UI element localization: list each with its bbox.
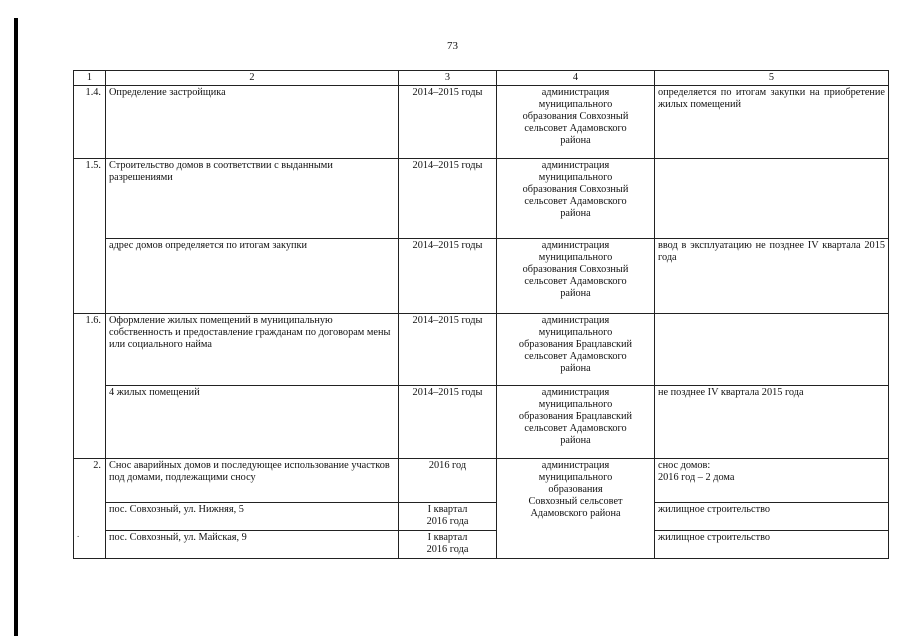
row-period: 2014–2015 годы [399,314,497,386]
row-responsible: администрация муниципального образования Совхозный сельсовет Адамовского района [497,159,655,239]
row-number: 2. [74,459,106,559]
row-number: 1.5. [74,159,106,314]
row-activity: Оформление жилых помещений в муниципальную собственность и предоставление гражданам по договорам мены или социального найма [106,314,399,386]
row-period: I квартал 2016 года [399,531,497,559]
row-period: 2014–2015 годы [399,159,497,239]
row-activity: Строительство домов в соответствии с выданными разрешениями [106,159,399,239]
table-row [74,159,889,239]
table-row [74,459,889,503]
row-activity: Снос аварийных домов и последующее использование участков под домами, подлежащими сносу [106,459,399,503]
row-period: 2014–2015 годы [399,239,497,314]
row-period: 2014–2015 годы [399,86,497,159]
row-responsible: администрация муниципального образования Совхозный сельсовет Адамовского района [497,86,655,159]
table-row [74,314,889,386]
header-col-5: 5 [655,71,889,86]
table-row [74,386,889,459]
row-result: снос домов: 2016 год – 2 дома [655,459,889,503]
row-period: 2014–2015 годы [399,386,497,459]
table-row [74,531,889,559]
row-result: не позднее IV квартала 2015 года [655,386,889,459]
row-result: жилищное строительство [655,503,889,531]
row-number: 1.4. [74,86,106,159]
margin-mark: . [77,529,80,539]
row-activity: 4 жилых помещений [106,386,399,459]
table-row [74,239,889,314]
header-col-2: 2 [106,71,399,86]
row-result: жилищное строительство [655,531,889,559]
row-activity: пос. Совхозный, ул. Нижняя, 5 [106,503,399,531]
row-activity: Определение застройщика [106,86,399,159]
row-responsible: администрация муниципального образования Совхозный сельсовет Адамовского района [497,459,655,559]
row-responsible: администрация муниципального образования Брацлавский сельсовет Адамовского района [497,386,655,459]
row-result: ввод в эксплуатацию не позднее IV квартала 2015 года [655,239,889,314]
row-result [655,159,889,239]
row-responsible: администрация муниципального образования Совхозный сельсовет Адамовского района [497,239,655,314]
row-period: I квартал 2016 года [399,503,497,531]
row-period: 2016 год [399,459,497,503]
header-col-1: 1 [74,71,106,86]
row-number: 1.6. [74,314,106,459]
row-activity: пос. Совхозный, ул. Майская, 9 [106,531,399,559]
activities-table [73,70,889,559]
row-activity: адрес домов определяется по итогам закупки [106,239,399,314]
header-col-3: 3 [399,71,497,86]
row-result [655,314,889,386]
row-result: определяется по итогам закупки на приобретение жилых помещений [655,86,889,159]
table-row [74,86,889,159]
page-number: 73 [447,40,458,52]
row-responsible: администрация муниципального образования Брацлавский сельсовет Адамовского района [497,314,655,386]
header-col-4: 4 [497,71,655,86]
table-row [74,503,889,531]
table-header-row [74,71,889,86]
page-binding-line [14,18,18,636]
